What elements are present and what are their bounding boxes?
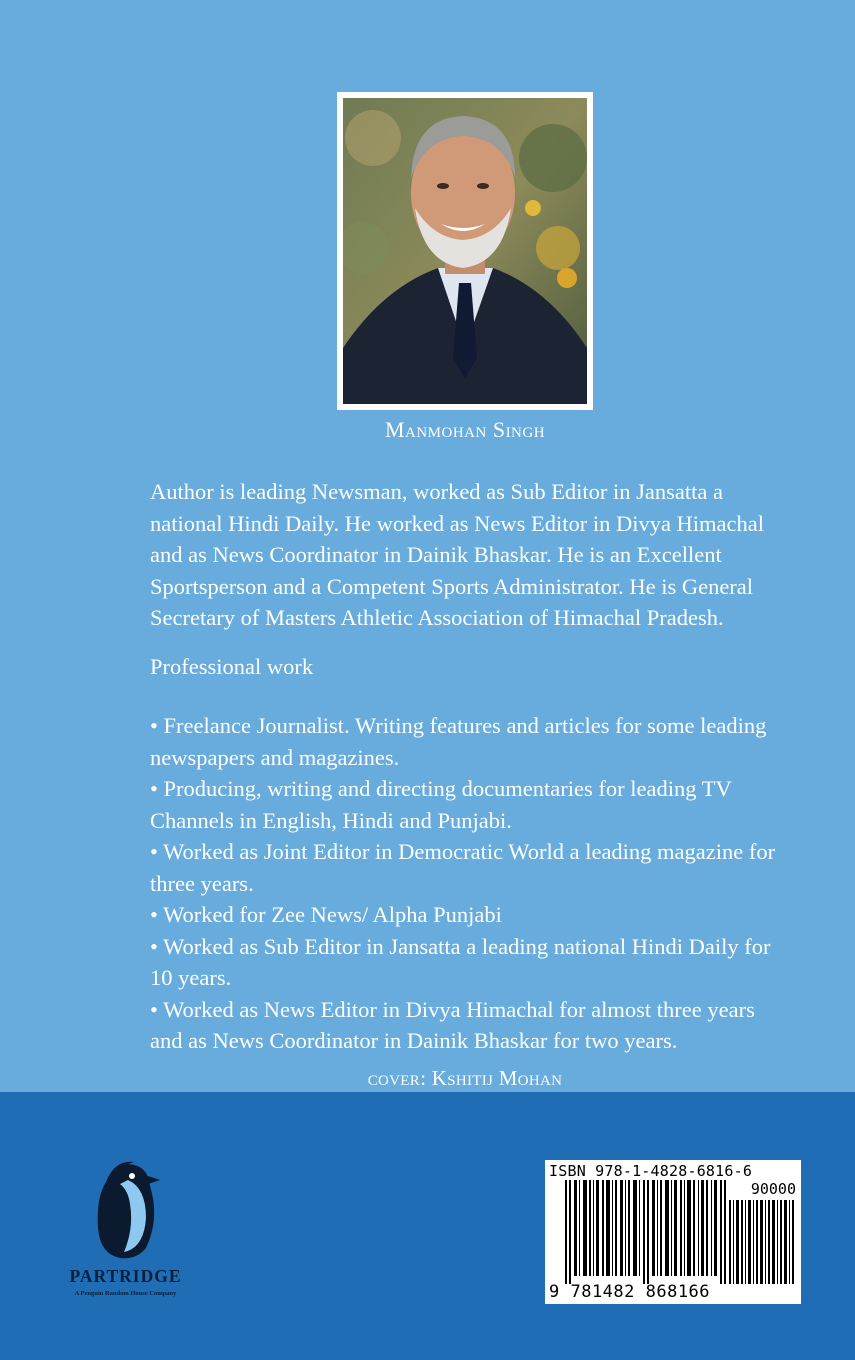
list-item: • Worked as Sub Editor in Jansatta a leading national Hindi Daily for 10 years.	[150, 933, 771, 990]
list-item: • Producing, writing and directing documentaries for leading TV Channels in English, Hindi and Punjabi.	[150, 776, 732, 833]
isbn-number: ISBN 978-1-4828-6816-6	[549, 1162, 753, 1180]
ean-digits: 9 781482 868166	[549, 1282, 711, 1302]
author-portrait-image	[343, 98, 587, 404]
publisher-logo	[54, 1158, 204, 1308]
addon-barcode-icon	[729, 1200, 795, 1284]
professional-work-list	[150, 710, 790, 1057]
cover-credit: cover: Kshitij Mohan	[367, 1066, 563, 1090]
author-bio: Author is leading Newsman, worked as Sub Editor in Jansatta a national Hindi Daily. He worked as News Editor in Divya Himachal and as News Coordinator in Dainik Bhaskar. He is an Excellent Sportsperson and a Competent Sports Administrator. He is General Secretary of Masters Athletic Association of Himachal Pradesh.	[150, 479, 765, 630]
publisher-name: PARTRIDGE	[69, 1266, 182, 1286]
author-name: Manmohan Singh	[384, 417, 546, 442]
list-item: • Freelance Journalist. Writing features and articles for some leading newspapers and magazines.	[150, 713, 767, 770]
professional-work-heading: Professional work	[150, 654, 314, 679]
penguin-logo-icon	[90, 1158, 162, 1262]
barcode-bars-icon	[565, 1180, 727, 1284]
author-photo	[337, 92, 593, 410]
list-item: • Worked as Joint Editor in Democratic World a leading magazine for three years.	[150, 839, 776, 896]
list-item: • Worked as News Editor in Divya Himachal for almost three years and as News Coordinator in Dainik Bhaskar for two years.	[150, 996, 755, 1053]
isbn-barcode	[545, 1160, 801, 1304]
price-code: 90000	[750, 1180, 796, 1198]
publisher-tagline: A Penguin Random House Company	[74, 1290, 177, 1297]
list-item: • Worked for Zee News/ Alpha Punjabi	[150, 902, 502, 927]
